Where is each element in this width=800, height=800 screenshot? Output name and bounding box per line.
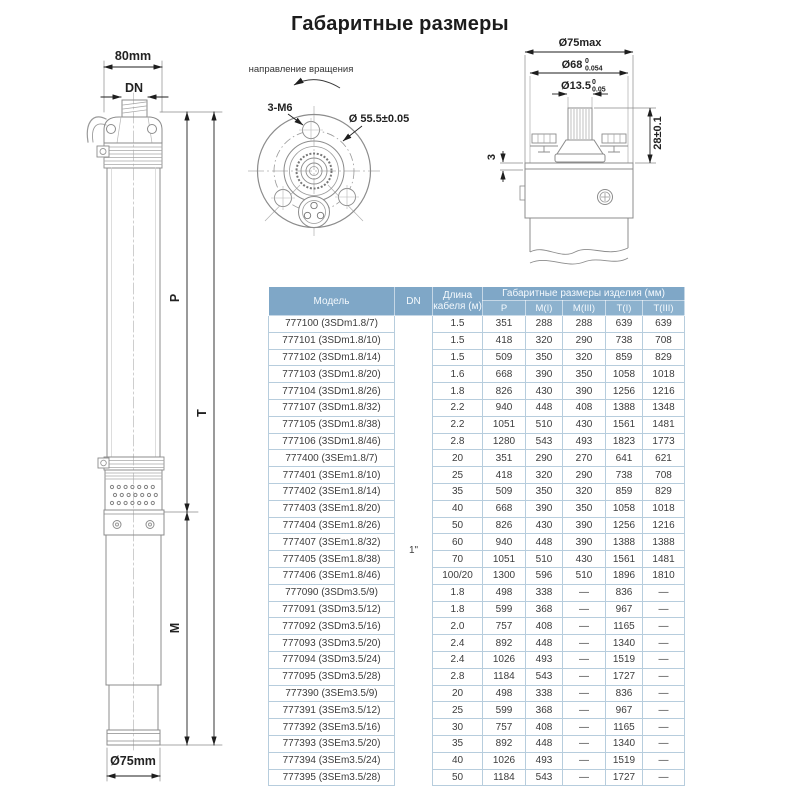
value-cell: 418 — [483, 332, 526, 349]
value-cell: 25 — [433, 467, 483, 484]
value-cell: 1.5 — [433, 316, 483, 333]
value-cell: 493 — [526, 752, 563, 769]
value-cell: — — [643, 752, 685, 769]
model-cell: 777090 (3SDm3.5/9) — [269, 584, 395, 601]
value-cell: 1256 — [606, 383, 643, 400]
table-row — [269, 332, 685, 349]
table-row — [269, 601, 685, 618]
value-cell: 892 — [483, 735, 526, 752]
table-row — [269, 551, 685, 568]
value-cell: 390 — [563, 383, 606, 400]
table-row — [269, 567, 685, 584]
value-cell: 829 — [643, 349, 685, 366]
model-cell: 777406 (3SEm1.8/46) — [269, 567, 395, 584]
value-cell: 100/20 — [433, 567, 483, 584]
dim-28-label: 28±0.1 — [652, 116, 664, 150]
value-cell: 892 — [483, 635, 526, 652]
value-cell: 351 — [483, 316, 526, 333]
value-cell: 1481 — [643, 551, 685, 568]
table-row — [269, 584, 685, 601]
model-cell: 777094 (3SDm3.5/24) — [269, 651, 395, 668]
value-cell: 2.0 — [433, 618, 483, 635]
value-cell: 1348 — [643, 399, 685, 416]
value-cell: 510 — [526, 416, 563, 433]
model-cell: 777401 (3SEm1.8/10) — [269, 467, 395, 484]
value-cell: 1280 — [483, 433, 526, 450]
value-cell: 859 — [606, 483, 643, 500]
table-row — [269, 702, 685, 719]
value-cell: 829 — [643, 483, 685, 500]
value-cell: 430 — [526, 517, 563, 534]
value-cell: 1388 — [643, 534, 685, 551]
value-cell: 1727 — [606, 769, 643, 786]
cable-connector — [299, 197, 330, 228]
value-cell: 2.8 — [433, 668, 483, 685]
pump-top-view-drawing — [248, 64, 409, 236]
value-cell: 20 — [433, 450, 483, 467]
model-cell: 777091 (3SDm3.5/12) — [269, 601, 395, 618]
value-cell: 1.5 — [433, 349, 483, 366]
value-cell: — — [563, 752, 606, 769]
value-cell: 1184 — [483, 668, 526, 685]
table-row — [269, 719, 685, 736]
col-header-cable-length: Длина кабеля (м) — [433, 287, 483, 316]
model-cell: 777400 (3SEm1.8/7) — [269, 450, 395, 467]
value-cell: 543 — [526, 769, 563, 786]
value-cell: 338 — [526, 584, 563, 601]
value-cell: 270 — [563, 450, 606, 467]
table-row — [269, 500, 685, 517]
model-cell: 777402 (3SEm1.8/14) — [269, 483, 395, 500]
value-cell: 1773 — [643, 433, 685, 450]
value-cell: 967 — [606, 601, 643, 618]
col-header-m1: M(I) — [526, 301, 563, 316]
value-cell: 599 — [483, 601, 526, 618]
model-cell: 777404 (3SEm1.8/26) — [269, 517, 395, 534]
value-cell: 1026 — [483, 651, 526, 668]
value-cell: 338 — [526, 685, 563, 702]
value-cell: 596 — [526, 567, 563, 584]
value-cell: 738 — [606, 332, 643, 349]
value-cell: — — [643, 668, 685, 685]
table-row — [269, 366, 685, 383]
value-cell: 1896 — [606, 567, 643, 584]
value-cell: 430 — [563, 416, 606, 433]
value-cell: 1300 — [483, 567, 526, 584]
value-cell: 448 — [526, 399, 563, 416]
value-cell: 1058 — [606, 500, 643, 517]
value-cell: 1018 — [643, 500, 685, 517]
value-cell: 25 — [433, 702, 483, 719]
col-header-model: Модель — [269, 287, 395, 316]
value-cell: 368 — [526, 702, 563, 719]
value-cell: 826 — [483, 517, 526, 534]
value-cell: 351 — [483, 450, 526, 467]
value-cell: 350 — [526, 483, 563, 500]
model-cell: 777092 (3SDm3.5/16) — [269, 618, 395, 635]
value-cell: 290 — [563, 467, 606, 484]
value-cell: 70 — [433, 551, 483, 568]
value-cell: 639 — [643, 316, 685, 333]
model-cell: 777391 (3SEm3.5/12) — [269, 702, 395, 719]
value-cell: 510 — [563, 567, 606, 584]
table-row — [269, 618, 685, 635]
value-cell: 1561 — [606, 416, 643, 433]
dia-68-tol-upper: 0 — [585, 58, 589, 65]
value-cell: 2.8 — [433, 433, 483, 450]
table-row — [269, 769, 685, 786]
value-cell: 20 — [433, 685, 483, 702]
value-cell: 757 — [483, 719, 526, 736]
value-cell: 859 — [606, 349, 643, 366]
value-cell: 967 — [606, 702, 643, 719]
table-row — [269, 433, 685, 450]
table-row — [269, 651, 685, 668]
value-cell: 639 — [606, 316, 643, 333]
value-cell: 390 — [563, 517, 606, 534]
dim-p-label: P — [168, 293, 182, 303]
value-cell: 408 — [563, 399, 606, 416]
value-cell: 1.8 — [433, 601, 483, 618]
dia-68-tol-lower: 0.054 — [585, 65, 603, 73]
model-cell: 777405 (3SEm1.8/38) — [269, 551, 395, 568]
value-cell: 2.2 — [433, 416, 483, 433]
value-cell: 836 — [606, 584, 643, 601]
value-cell: 1727 — [606, 668, 643, 685]
dimensions-table — [268, 286, 685, 786]
motor-shaft-detail-drawing — [486, 37, 664, 264]
value-cell: 621 — [643, 450, 685, 467]
value-cell: 448 — [526, 735, 563, 752]
value-cell: 418 — [483, 467, 526, 484]
value-cell: — — [563, 618, 606, 635]
table-row — [269, 635, 685, 652]
value-cell: 1.6 — [433, 366, 483, 383]
col-header-t1: T(I) — [606, 301, 643, 316]
value-cell: 320 — [526, 332, 563, 349]
value-cell: 1026 — [483, 752, 526, 769]
value-cell: 1388 — [606, 399, 643, 416]
model-cell: 777103 (3SDm1.8/20) — [269, 366, 395, 383]
value-cell: 1058 — [606, 366, 643, 383]
value-cell: 757 — [483, 618, 526, 635]
value-cell: 350 — [526, 349, 563, 366]
pump-elevation-drawing — [87, 49, 222, 781]
model-cell: 777100 (3SDm1.8/7) — [269, 316, 395, 333]
value-cell: 1340 — [606, 735, 643, 752]
table-row — [269, 735, 685, 752]
dim-80mm-label: 80mm — [114, 49, 152, 63]
value-cell: — — [643, 719, 685, 736]
value-cell: 708 — [643, 467, 685, 484]
value-cell: 668 — [483, 366, 526, 383]
value-cell: — — [563, 702, 606, 719]
value-cell: 50 — [433, 769, 483, 786]
value-cell: 510 — [526, 551, 563, 568]
table-row — [269, 752, 685, 769]
dia-68-label: Ø68 — [561, 59, 583, 71]
value-cell: — — [563, 584, 606, 601]
value-cell: 1388 — [606, 534, 643, 551]
value-cell: — — [643, 735, 685, 752]
value-cell: 1519 — [606, 651, 643, 668]
value-cell: 836 — [606, 685, 643, 702]
model-cell: 777403 (3SEm1.8/20) — [269, 500, 395, 517]
cable-guard — [87, 117, 106, 142]
dim-t-label: T — [195, 409, 209, 417]
value-cell: — — [563, 769, 606, 786]
model-cell: 777104 (3SDm1.8/26) — [269, 383, 395, 400]
model-cell: 777394 (3SEm3.5/24) — [269, 752, 395, 769]
value-cell: 448 — [526, 635, 563, 652]
dim-dn-label: DN — [124, 81, 144, 95]
model-cell: 777393 (3SEm3.5/20) — [269, 735, 395, 752]
value-cell: 408 — [526, 719, 563, 736]
value-cell: — — [563, 601, 606, 618]
value-cell: 1.5 — [433, 332, 483, 349]
model-cell: 777102 (3SDm1.8/14) — [269, 349, 395, 366]
bolt-circle-diameter-label: Ø 55.5±0.05 — [348, 113, 410, 125]
suction-strainer — [105, 470, 162, 510]
value-cell: 288 — [563, 316, 606, 333]
value-cell: — — [643, 618, 685, 635]
value-cell: 2.4 — [433, 635, 483, 652]
value-cell: 1165 — [606, 719, 643, 736]
value-cell: 1184 — [483, 769, 526, 786]
model-cell: 777093 (3SDm3.5/20) — [269, 635, 395, 652]
value-cell: 30 — [433, 719, 483, 736]
table-row — [269, 316, 685, 333]
value-cell: 543 — [526, 668, 563, 685]
value-cell: — — [563, 668, 606, 685]
table-row — [269, 383, 685, 400]
value-cell: 430 — [526, 383, 563, 400]
value-cell: 320 — [563, 483, 606, 500]
model-cell: 777106 (3SDm1.8/46) — [269, 433, 395, 450]
model-cell: 777107 (3SDm1.8/32) — [269, 399, 395, 416]
value-cell: 448 — [526, 534, 563, 551]
value-cell: 1165 — [606, 618, 643, 635]
value-cell: 738 — [606, 467, 643, 484]
value-cell: 543 — [526, 433, 563, 450]
dim-75mm-label: Ø75mm — [110, 754, 156, 768]
table-row — [269, 517, 685, 534]
value-cell: 509 — [483, 349, 526, 366]
value-cell: — — [643, 635, 685, 652]
value-cell: 430 — [563, 551, 606, 568]
value-cell: 390 — [526, 500, 563, 517]
dia-135-tol-upper: 0 — [592, 79, 596, 86]
value-cell: 509 — [483, 483, 526, 500]
value-cell: — — [563, 635, 606, 652]
model-cell: 777101 (3SDm1.8/10) — [269, 332, 395, 349]
value-cell: 641 — [606, 450, 643, 467]
value-cell: — — [643, 584, 685, 601]
table-row — [269, 483, 685, 500]
value-cell: 35 — [433, 483, 483, 500]
col-header-overall-dimensions: Габаритные размеры изделия (мм) — [483, 287, 685, 301]
col-header-t3: T(III) — [643, 301, 685, 316]
value-cell: 1018 — [643, 366, 685, 383]
value-cell: — — [643, 702, 685, 719]
model-cell: 777095 (3SDm3.5/28) — [269, 668, 395, 685]
value-cell: 1810 — [643, 567, 685, 584]
rotation-arrow — [294, 80, 340, 88]
table-body — [269, 316, 685, 786]
dia-75max-label: Ø75max — [558, 37, 602, 49]
table-row — [269, 399, 685, 416]
model-cell: 777395 (3SEm3.5/28) — [269, 769, 395, 786]
table-row — [269, 534, 685, 551]
value-cell: 498 — [483, 584, 526, 601]
table-header — [269, 287, 685, 316]
value-cell: 1519 — [606, 752, 643, 769]
value-cell: 1.8 — [433, 584, 483, 601]
dim-m-label: M — [168, 622, 182, 634]
value-cell: 320 — [526, 467, 563, 484]
model-cell: 777392 (3SEm3.5/16) — [269, 719, 395, 736]
table-row — [269, 416, 685, 433]
value-cell: 60 — [433, 534, 483, 551]
value-cell: 288 — [526, 316, 563, 333]
value-cell: 599 — [483, 702, 526, 719]
col-header-dn: DN — [395, 287, 433, 316]
value-cell: — — [643, 601, 685, 618]
col-header-p: P — [483, 301, 526, 316]
dia-135-tol-lower: 0.05 — [592, 86, 606, 94]
value-cell: — — [643, 685, 685, 702]
value-cell: 408 — [526, 618, 563, 635]
bolt-holes-label: 3-M6 — [267, 102, 293, 114]
value-cell: 320 — [563, 349, 606, 366]
table-row — [269, 467, 685, 484]
value-cell: 668 — [483, 500, 526, 517]
value-cell: — — [643, 769, 685, 786]
dia-135-label: Ø13.5 — [561, 80, 591, 92]
value-cell: 708 — [643, 332, 685, 349]
table-row — [269, 685, 685, 702]
value-cell: 493 — [563, 433, 606, 450]
value-cell: 940 — [483, 534, 526, 551]
value-cell: 1340 — [606, 635, 643, 652]
value-cell: — — [563, 651, 606, 668]
value-cell: 290 — [526, 450, 563, 467]
value-cell: 50 — [433, 517, 483, 534]
value-cell: 498 — [483, 685, 526, 702]
value-cell: 493 — [526, 651, 563, 668]
value-cell: 368 — [526, 601, 563, 618]
model-cell: 777390 (3SEm3.5/9) — [269, 685, 395, 702]
value-cell: 1256 — [606, 517, 643, 534]
value-cell: 1051 — [483, 416, 526, 433]
value-cell: — — [563, 735, 606, 752]
value-cell: — — [563, 719, 606, 736]
table-row — [269, 668, 685, 685]
value-cell: 1051 — [483, 551, 526, 568]
value-cell: 1481 — [643, 416, 685, 433]
value-cell: 390 — [563, 534, 606, 551]
value-cell: 940 — [483, 399, 526, 416]
model-cell: 777105 (3SDm1.8/38) — [269, 416, 395, 433]
value-cell: 40 — [433, 500, 483, 517]
value-cell: 350 — [563, 500, 606, 517]
value-cell: 1216 — [643, 383, 685, 400]
value-cell: 2.2 — [433, 399, 483, 416]
value-cell: 826 — [483, 383, 526, 400]
dim-3-label: 3 — [486, 153, 498, 161]
value-cell: 390 — [526, 366, 563, 383]
value-cell: 1216 — [643, 517, 685, 534]
table-row — [269, 450, 685, 467]
value-cell: 1823 — [606, 433, 643, 450]
page-title: Габаритные размеры — [291, 13, 509, 35]
value-cell: 1.8 — [433, 383, 483, 400]
value-cell: 35 — [433, 735, 483, 752]
value-cell: — — [563, 685, 606, 702]
rotation-direction-label: направление вращения — [248, 64, 354, 75]
value-cell: — — [643, 651, 685, 668]
value-cell: 290 — [563, 332, 606, 349]
model-cell: 777407 (3SEm1.8/32) — [269, 534, 395, 551]
value-cell: 1561 — [606, 551, 643, 568]
table-row — [269, 349, 685, 366]
value-cell: 40 — [433, 752, 483, 769]
value-cell: 350 — [563, 366, 606, 383]
value-cell: 2.4 — [433, 651, 483, 668]
col-header-m3: M(III) — [563, 301, 606, 316]
dn-value-cell: 1" — [395, 316, 433, 786]
